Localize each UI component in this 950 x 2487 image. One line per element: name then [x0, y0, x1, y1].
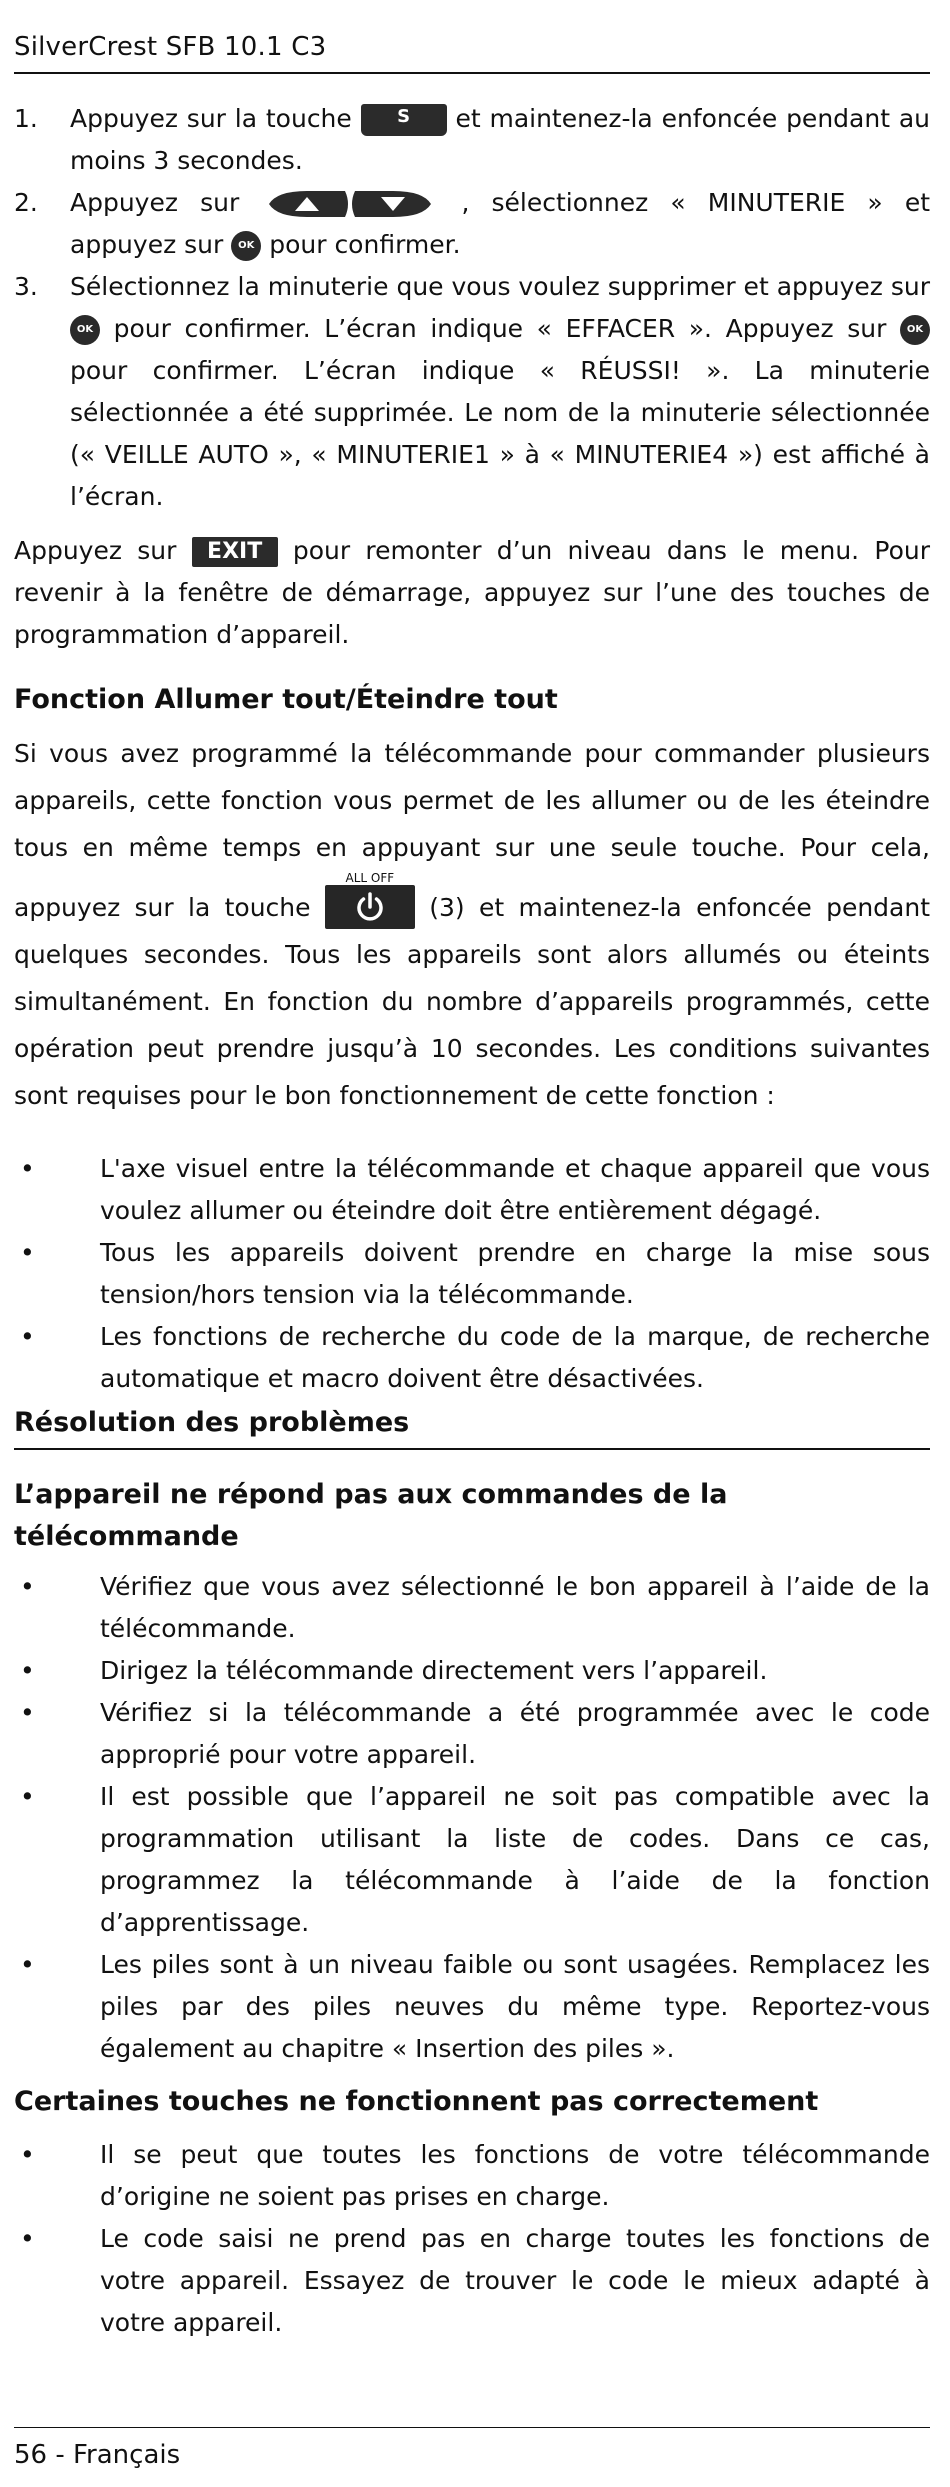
steps-list — [14, 98, 930, 518]
all-off-power-key-icon: ALL OFF — [325, 871, 415, 931]
section-heading-troubleshooting: Résolution des problèmes — [14, 1407, 410, 1438]
up-down-arrow-keys-icon — [267, 185, 433, 223]
list-item: • Le code saisi ne prend pas en charge toutes les fonctions de votre appareil. Essayez de trouver le code le mieux adapté à votre appareil. — [20, 2224, 930, 2337]
page-footer: 56 - Français — [14, 2440, 181, 2470]
power-icon — [325, 885, 415, 929]
all-on-off-conditions — [14, 1148, 930, 1400]
list-item: • Il est possible que l’appareil ne soit pas compatible avec la programmation utilisant la liste de codes. Dans ce cas, programmez la télécommande à l’aide de la fonction d’apprentissage. — [20, 1782, 930, 1937]
list-item: • Dirigez la télécommande directement vers l’appareil. — [20, 1656, 768, 1685]
subheading-keys-not-working: Certaines touches ne fonctionnent pas correctement — [14, 2086, 819, 2117]
step-number: 2. — [14, 188, 38, 217]
ok-key-icon: OK — [231, 231, 261, 261]
subheading-no-response: L’appareil ne répond pas aux commandes de la télécommande — [14, 1479, 728, 1552]
list-item: • L'axe visuel entre la télécommande et chaque appareil que vous voulez allumer ou éteindre doit être entièrement dégagé. — [20, 1154, 930, 1225]
section-rule — [14, 1448, 930, 1450]
ok-key-icon: OK — [70, 315, 100, 345]
s-key-icon: S — [361, 104, 447, 136]
manual-page — [14, 0, 930, 2487]
exit-key-icon: EXIT — [192, 537, 278, 567]
list-item: • Vérifiez si la télécommande a été programmée avec le code approprié pour votre appareil. — [20, 1698, 930, 1769]
step-item: 2. Appuyez sur , sélectionnez « MINUTERIE » et appuyez sur OK pour confirmer. — [14, 182, 930, 266]
list-item: • Tous les appareils doivent prendre en charge la mise sous tension/hors tension via la télécommande. — [20, 1238, 930, 1309]
step-item: 3. Sélectionnez la minuterie que vous voulez supprimer et appuyez sur OK pour confirmer. L’écran indique « EFFACER ». Appuyez sur OK pour confirmer. L’écran indique « RÉUSSI! ». La minuterie sélectionnée a été supprimée. Le nom de la minuterie sélectionnée (« VEILLE AUTO », « MINUTERIE1 » à « MINUTERIE4 ») est affiché à l’écran. — [14, 266, 930, 518]
ok-key-icon: OK — [900, 315, 930, 345]
step-number: 1. — [14, 104, 38, 133]
all-on-off-paragraph: Si vous avez programmé la télécommande pour commander plusieurs appareils, cette fonction vous permet de les allumer ou de les éteindre tous en même temps en appuyant sur une seule touche. Pour cela, appuyez sur la touche ALL OFF (3) et maintenez-la enfoncée pendant quelques secondes. Tous les appareils sont alors allumés ou éteints simultanément. En fonction du nombre d’appareils programmés, cette opération peut prendre jusqu’à 10 secondes. Les conditions suivantes sont requises pour le bon fonctionnement de cette fonction : — [14, 739, 930, 1110]
list-item: • Il se peut que toutes les fonctions de votre télécommande d’origine ne soient pas prises en charge. — [20, 2140, 930, 2211]
keys-not-working-list — [14, 2134, 930, 2344]
step-number: 3. — [14, 272, 38, 301]
list-item: • Vérifiez que vous avez sélectionné le bon appareil à l’aide de la télécommande. — [20, 1572, 930, 1643]
list-item: • Les piles sont à un niveau faible ou sont usagées. Remplacez les piles par des piles neuves du même type. Reportez-vous également au chapitre « Insertion des piles ». — [20, 1950, 930, 2063]
exit-paragraph: Appuyez sur EXIT pour remonter d’un niveau dans le menu. Pour revenir à la fenêtre de démarrage, appuyez sur l’une des touches de programmation d’appareil. — [14, 536, 930, 649]
no-response-list — [14, 1566, 930, 2070]
list-item: • Les fonctions de recherche du code de la marque, de recherche automatique et macro doivent être désactivées. — [20, 1322, 930, 1393]
header-rule — [14, 72, 930, 74]
footer-rule — [14, 2427, 930, 2428]
step-item: 1. Appuyez sur la touche S et maintenez-la enfoncée pendant au moins 3 secondes. — [14, 98, 930, 182]
section-heading-all-on-off: Fonction Allumer tout/Éteindre tout — [14, 684, 558, 715]
running-header: SilverCrest SFB 10.1 C3 — [14, 32, 327, 62]
